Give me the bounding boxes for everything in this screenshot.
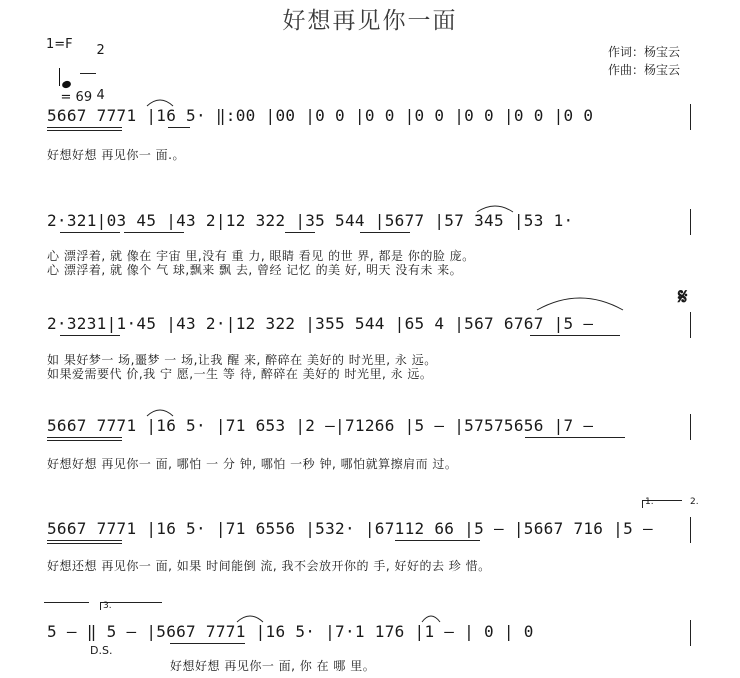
notation-line-2: 2·321|03 45 |43 2|12 322 |35 544 |5677 |57 345 |53 1· — [47, 211, 574, 230]
time-signature-bottom: 4 — [96, 88, 105, 103]
notation-line-3: 2·3231|1·45 |43 2·|12 322 |355 544 |65 4 |567 6767 |5 – — [47, 314, 594, 333]
lyric-line-5: 好想还想 再见你一 面, 如果 时间能倒 流, 我不会放开你的 手, 好好的去 珍 惜。 — [47, 559, 491, 573]
lyric-line-3b: 如果爱需要代 价,我 宁 愿,一生 等 待, 醉碎在 美好的 时光里, 永 远。 — [47, 367, 433, 381]
volta-second: 2. — [690, 497, 699, 507]
song-title: 好想再见你一面 — [282, 8, 458, 34]
quarter-note-stem-icon — [59, 68, 61, 86]
slur-icon — [535, 292, 625, 312]
tempo-value: = 69 — [60, 90, 93, 105]
lyric-line-1: 好想好想 再见你一 面.。 — [47, 148, 185, 162]
notation-line-4: 5667 7771 |16 5· |71 653 |2 –|71266 |5 – |57575656 |7 – — [47, 416, 594, 435]
volta-first: 1. — [645, 497, 654, 507]
segno-icon: 𝄋 — [678, 285, 688, 310]
volta-third: 3. — [103, 601, 112, 611]
notation-line-1: 5667 7771 |16 5· ‖:00 |00 |0 0 |0 0 |0 0 |0 0 |0 0 |0 0 — [47, 106, 594, 125]
da-segno-marking: D.S. — [90, 644, 113, 657]
notation-line-6: 5 – ‖ 5 – |5667 7771 |16 5· |7·1 176 |1 – | 0 | 0 — [47, 622, 534, 641]
notation-line-5: 5667 7771 |16 5· |71 6556 |532· |67112 66 |5 – |5667 716 |5 – — [47, 519, 653, 538]
slur-icon — [420, 612, 442, 624]
quarter-note-icon — [61, 80, 72, 90]
lyric-line-6: 好想好想 再见你一 面, 你 在 哪 里。 — [170, 659, 376, 673]
lyric-line-2a: 心 漂浮着, 就 像在 宇宙 里,没有 重 力, 眼睛 看见 的世 界, 都是 你的脸 庞。 — [47, 249, 475, 263]
slur-icon — [475, 202, 515, 214]
slur-icon — [145, 96, 175, 108]
lyricist-credit: 作词：杨宝云 — [608, 45, 681, 59]
slur-icon — [145, 406, 175, 418]
composer-credit: 作曲：杨宝云 — [608, 63, 681, 77]
time-signature-top: 2 — [96, 43, 105, 58]
key-signature: 1=F — [46, 37, 73, 52]
lyric-line-2b: 心 漂浮着, 就 像个 气 球,飘来 飘 去, 曾经 记忆 的美 好, 明天 没有未 来。 — [47, 263, 463, 277]
slur-icon — [235, 612, 265, 624]
lyric-line-4: 好想好想 再见你一 面, 哪怕 一 分 钟, 哪怕 一秒 钟, 哪怕就算擦肩而 过。 — [47, 457, 458, 471]
lyric-line-3a: 如 果好梦一 场,噩梦 一 场,让我 醒 来, 醉碎在 美好的 时光里, 永 远。 — [47, 353, 437, 367]
